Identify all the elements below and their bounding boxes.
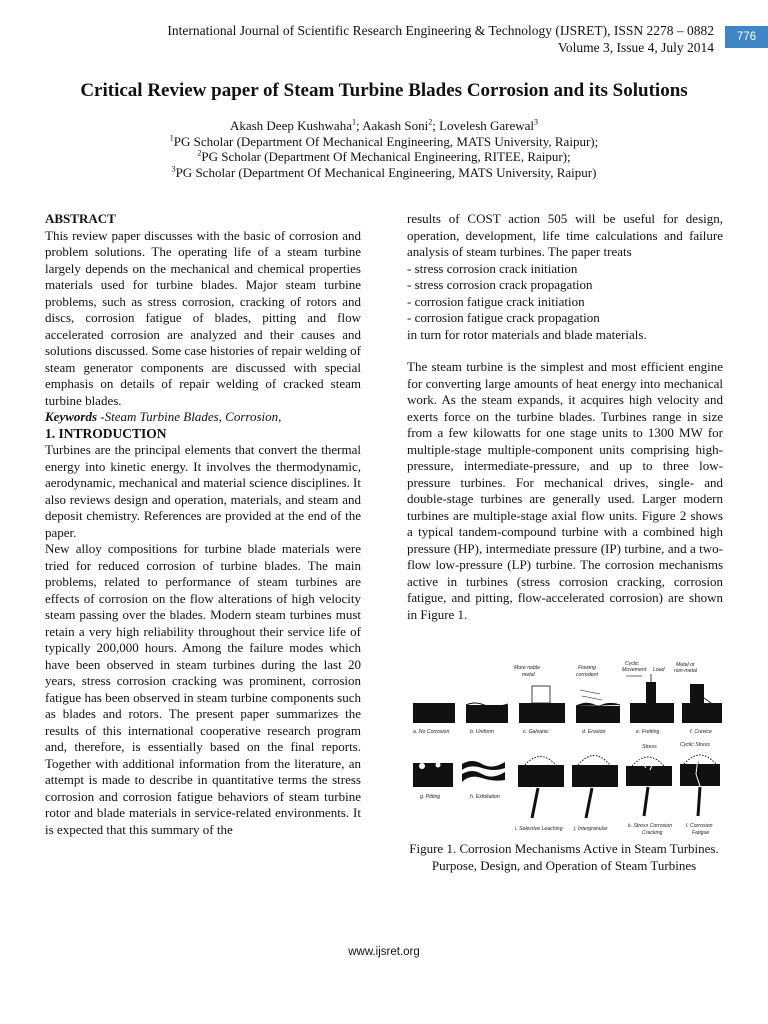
figure-label: f. Crevice <box>690 729 712 735</box>
author-separator: ; <box>432 118 440 133</box>
author-name: Lovelesh Garewal <box>439 118 535 133</box>
figure-label: Metal or <box>676 662 695 668</box>
row1-samples <box>413 674 722 723</box>
list-item: - stress corrosion crack initiation <box>407 260 578 276</box>
figure-label: e. Fretting <box>636 729 660 735</box>
figure-label: Stress <box>642 744 657 750</box>
corrosion-mechanisms-figure <box>410 660 722 840</box>
affiliation <box>0 134 768 150</box>
figure-label: c. Galvanic <box>523 729 549 735</box>
affiliation <box>0 165 768 181</box>
right-paragraph-1-end: in turn for rotor materials and blade materials. <box>407 326 647 342</box>
figure-label: h. Exfoliation <box>470 794 500 800</box>
figure-caption: Figure 1. Corrosion Mechanisms Active in Steam Turbines. Purpose, Design, and Operation of Steam Turbines <box>409 841 719 873</box>
keywords-text: -Steam Turbine Blades, Corrosion, <box>97 409 282 424</box>
author-separator: ; <box>355 118 363 133</box>
affiliation-text: PG Scholar (Department Of Mechanical Engineering, RITEE, Raipur); <box>201 149 571 164</box>
right-paragraph-2: The steam turbine is the simplest and most efficient engine for converting large amounts of heat energy into mechanical work. As the steam expands, it acquires high velocity and exerts force on the turbine blades. Turbines range in size from a few kilowatts for one stage units to 1300 MW for multiple-stage multiple-component units comprising high-pressure, intermediate-pressure, and up to three low-pressure turbines. For mechanical drives, single- and double-stage turbines are generally used. Larger modern turbines are multiple-stage axial flow units. Figure 2 shows a typical tandem-compound turbine with a combined high pressure (HP), intermediate pressure (IP) turbine, and a two-flow low-pressure (LP) turbine. The corrosion mechanisms active in turbines (stress corrosion cracking, corrosion fatigue, and pitting, flow-accelerated corrosion) are shown in Figure 1. <box>407 359 723 622</box>
abstract-text: This review paper discusses with the basic of corrosion and problem solutions. The operating life of a steam turbine largely depends on the mechanical and chemical properties materials used for turbine blades. Major steam turbine problems, such as stress corrosion, cracking of rotors and discs, corrosion fatigue of blades, pitting and flow accelerated corrosion are analyzed and their causes and solutions discussed. Some case histories of repair welding of steam generator components are discussed with special emphasis on details of repair welding of cracked steam turbine blades. <box>45 227 361 408</box>
figure-label: Cyclic <box>625 661 639 667</box>
figure-label: non-metal <box>674 668 698 674</box>
figure-label: a. No Corrosion <box>413 729 450 735</box>
figure-label: k. Stress Corrosion <box>628 823 673 829</box>
figure-label: j. Intergranular <box>574 826 608 832</box>
author-block <box>0 118 768 180</box>
figure-label: Fatigue <box>692 830 710 836</box>
list-item: - stress corrosion crack propagation <box>407 277 593 292</box>
figure-label: Flowing <box>578 665 596 671</box>
left-column <box>45 211 361 838</box>
volume-info: Volume 3, Issue 4, July 2014 <box>557 40 714 55</box>
figure-label: Cyclic Stress <box>680 742 710 748</box>
intro-paragraph-2: New alloy compositions for turbine blade materials were tried for reduced corrosion of turbine blades. The main problems, related to performance of steam turbines are effects of corrosion on the flow alterations of high velocity steam passing over the blades. Modern steam turbines must retain a very high reliability throughout their service life of typically 200,000 hours. Among the failure modes which have been observed in steam turbines during the last 20 years, stress corrosion cracking was prominent, corrosion fatigue has been observed in steam turbine components such as blades and rotors. The present paper summarizes the results of this international cooperative research program and, therefore, is essentially based on the final reports. Together with additional information from the literature, an attempt is made to describe in quantitative terms the stress corrosion and corrosion fatigue behaviors of steam turbine rotor and blade materials in service-related environments. It is expected that this summary of the <box>45 541 361 837</box>
journal-header: International Journal of Scientific Research Engineering & Technology (IJSRET), ISSN 2278 – 0882 <box>167 23 714 38</box>
figure-label: Load <box>653 667 665 673</box>
affiliation-text: PG Scholar (Department Of Mechanical Engineering, MATS University, Raipur) <box>175 164 597 180</box>
intro-paragraph-1: Turbines are the principal elements that convert the thermal energy into kinetic energy. It involves the thermodynamic, aerodynamic, mechanical and material science disciplines. It also reviews design and operation, materials, and steam and deposit chemistry. References are provided at the end of the paper. <box>45 442 361 540</box>
figure-label: b. Uniform <box>470 729 494 735</box>
figure-label: metal <box>522 672 535 678</box>
list-item: - corrosion fatigue crack initiation <box>407 293 585 309</box>
author-sup: 2 <box>428 117 433 127</box>
author-sup: 3 <box>534 117 539 127</box>
row2-samples <box>413 755 720 787</box>
figure-label: Movement <box>622 667 647 673</box>
affiliation-text: PG Scholar (Department Of Mechanical Engineering, MATS University, Raipur); <box>173 133 599 149</box>
abstract-heading: ABSTRACT <box>45 211 116 226</box>
keywords-label: Keywords <box>45 409 97 424</box>
figure-label: i. Selective Leaching <box>515 826 563 832</box>
figure-label: corrodent <box>576 672 598 678</box>
right-column <box>407 211 723 623</box>
affiliation <box>0 149 768 165</box>
keywords <box>45 409 361 426</box>
figure-label: d. Erosion <box>582 729 606 735</box>
paper-title: Critical Review paper of Steam Turbine Blades Corrosion and its Solutions <box>80 80 688 101</box>
author-names <box>0 118 768 134</box>
author-sup: 1 <box>351 117 356 127</box>
list-item: - corrosion fatigue crack propagation <box>407 310 600 325</box>
magnifier-handles <box>532 787 700 818</box>
introduction-heading: 1. INTRODUCTION <box>45 425 167 441</box>
figure-label: Cracking <box>642 830 663 836</box>
affiliation-sup: 1 <box>169 133 174 143</box>
figure-label: l. Corrosion <box>686 823 713 829</box>
right-paragraph-1: results of COST action 505 will be useful for design, operation, development, life time calculations and failure analysis of steam turbines. The paper treats <box>407 211 723 259</box>
page-number-badge: 776 <box>725 26 768 48</box>
affiliation-sup: 2 <box>197 148 202 158</box>
author-name: Akash Deep Kushwaha <box>229 118 352 133</box>
figure-label: g. Pitting <box>420 794 441 800</box>
affiliation-sup: 3 <box>171 164 176 174</box>
author-name: Aakash Soni <box>362 118 429 133</box>
figure-label: More noble <box>514 665 540 671</box>
footer-url[interactable]: www.ijsret.org <box>348 946 420 958</box>
